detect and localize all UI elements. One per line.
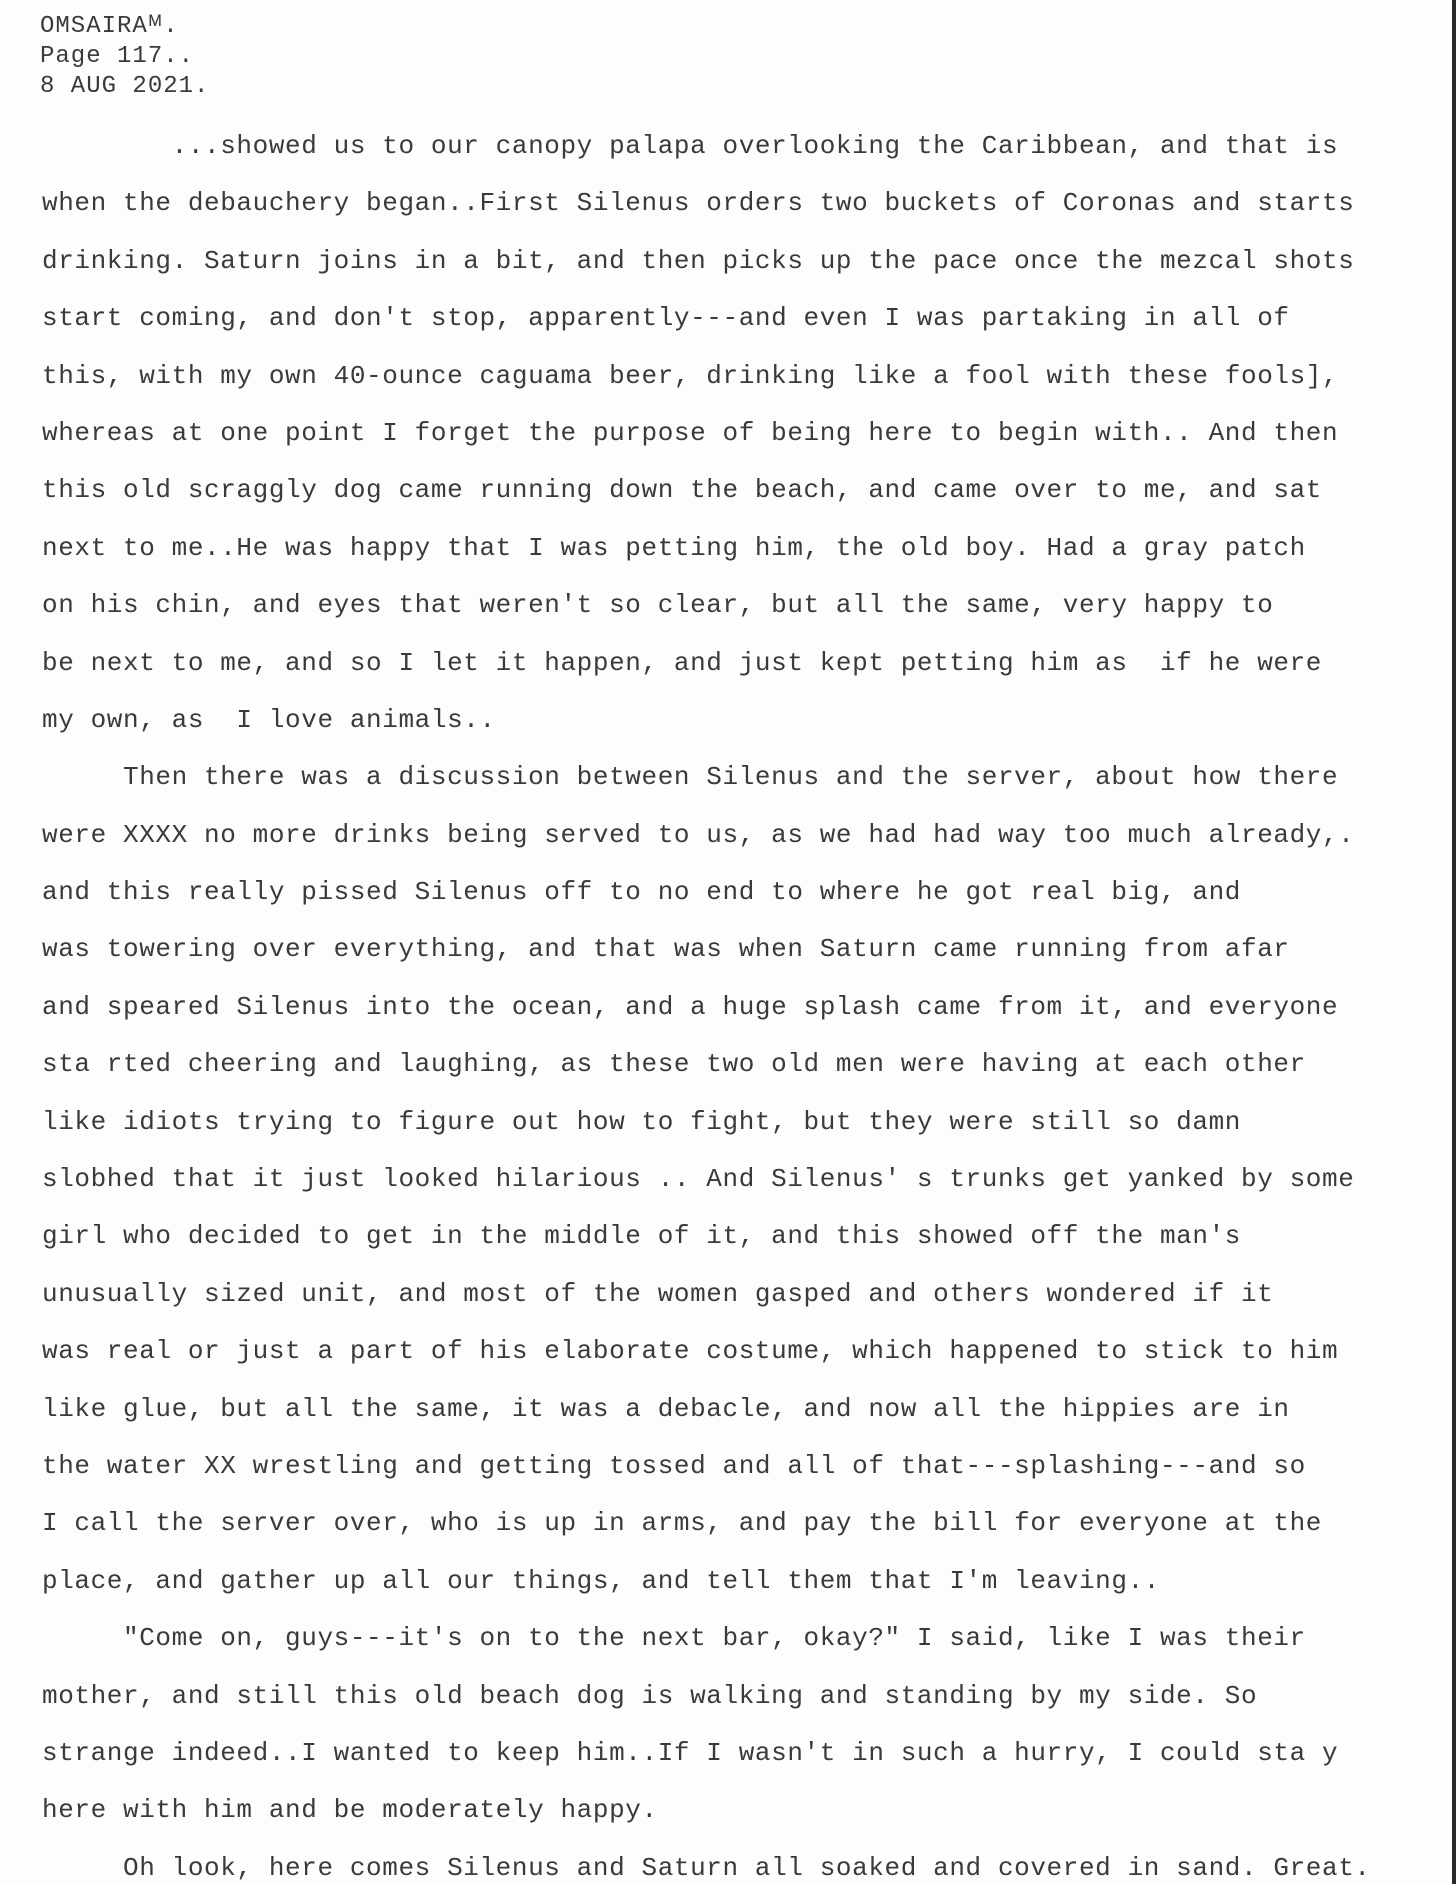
text-line: strange indeed..I wanted to keep him..If I wasn't in such a hurry, I could sta y — [42, 1737, 1339, 1768]
text-line: sta rted cheering and laughing, as these two old men were having at each other — [42, 1049, 1306, 1080]
page-header — [40, 12, 209, 102]
text-line: was real or just a part of his elaborate costume, which happened to stick to him — [42, 1336, 1339, 1367]
text-line: and speared Silenus into the ocean, and a huge splash came from it, and everyone — [42, 991, 1339, 1022]
text-line: be next to me, and so I let it happen, and just kept petting him as if he were — [42, 647, 1322, 678]
text-line: and this really pissed Silenus off to no end to where he got real big, and — [42, 877, 1241, 908]
text-line: ...showed us to our canopy palapa overlooking the Caribbean, and that is — [42, 131, 1339, 161]
text-line: this old scraggly dog came running down the beach, and came over to me, and sat — [42, 475, 1322, 506]
typed-text-body — [42, 118, 1442, 1897]
author-name: OMSAIRAᴹ. — [40, 13, 179, 40]
text-line: this, with my own 40-ounce caguama beer, drinking like a fool with these fools], — [42, 360, 1339, 391]
text-line: here with him and be moderately happy. — [42, 1795, 658, 1826]
text-line: start coming, and don't stop, apparently---and even I was partaking in all of — [42, 303, 1290, 334]
text-line: "Come on, guys---it's on to the next bar, okay?" I said, like I was their — [42, 1623, 1306, 1654]
text-line: drinking. Saturn joins in a bit, and then picks up the pace once the mezcal shots — [42, 245, 1355, 276]
text-line: Then there was a discussion between Silenus and the server, about how there — [42, 762, 1339, 793]
page-edge-shadow — [1452, 0, 1456, 1884]
text-line: were XXXX no more drinks being served to us, as we had had way too much already,. — [42, 819, 1355, 850]
text-line: the water XX wrestling and getting tossed and all of that---splashing---and so — [42, 1450, 1306, 1481]
page-date: 8 AUG 2021. — [40, 73, 210, 100]
text-line: whereas at one point I forget the purpose of being here to begin with.. And then — [42, 417, 1339, 448]
text-line: my own, as I love animals.. — [42, 704, 496, 735]
text-line: I call the server over, who is up in arms, and pay the bill for everyone at the — [42, 1508, 1322, 1539]
text-line: like glue, but all the same, it was a debacle, and now all the hippies are in — [42, 1393, 1290, 1424]
text-line: mother, and still this old beach dog is walking and standing by my side. So — [42, 1680, 1258, 1711]
text-line: Oh look, here comes Silenus and Saturn all soaked and covered in sand. Great. — [42, 1852, 1371, 1883]
text-line: when the debauchery began..First Silenus orders two buckets of Coronas and starts — [42, 188, 1355, 219]
text-line: like idiots trying to figure out how to fight, but they were still so damn — [42, 1106, 1241, 1137]
text-line: place, and gather up all our things, and tell them that I'm leaving.. — [42, 1565, 1160, 1596]
page-number: Page 117.. — [40, 43, 195, 70]
text-line: unusually sized unit, and most of the women gasped and others wondered if it — [42, 1278, 1274, 1309]
text-line: girl who decided to get in the middle of it, and this showed off the man's — [42, 1221, 1241, 1252]
text-line: slobhed that it just looked hilarious .. And Silenus' s trunks get yanked by some — [42, 1164, 1355, 1195]
text-line: on his chin, and eyes that weren't so clear, but all the same, very happy to — [42, 590, 1274, 621]
text-line: was towering over everything, and that was when Saturn came running from afar — [42, 934, 1290, 965]
text-line: next to me..He was happy that I was petting him, the old boy. Had a gray patch — [42, 532, 1306, 563]
